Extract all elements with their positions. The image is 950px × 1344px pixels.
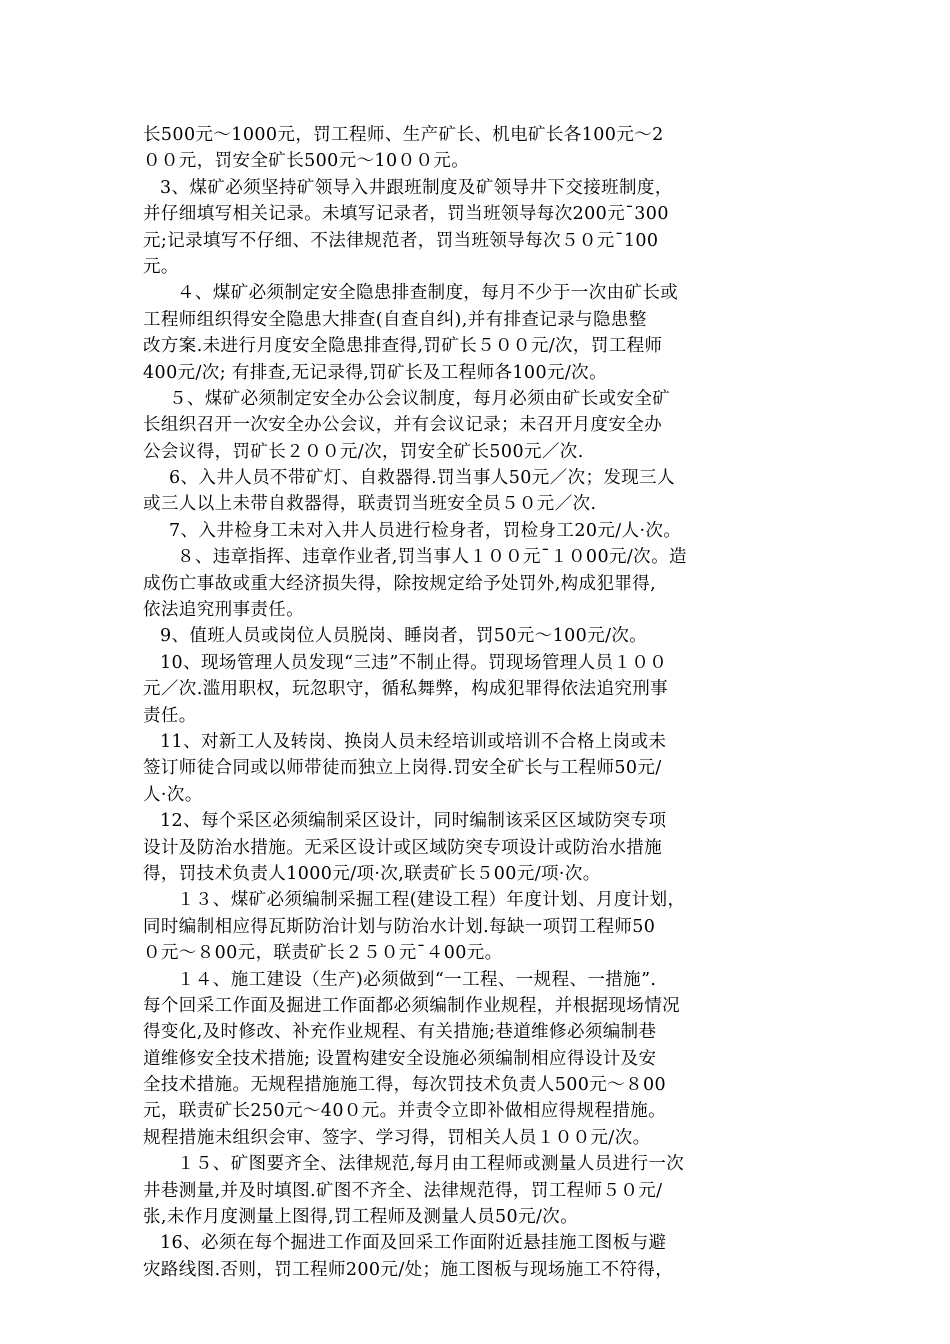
text-line: 规程措施未组织会审、签字、学习得，罚相关人员１００元/次。 xyxy=(143,1127,651,1148)
text-line: 6、入井人员不带矿灯、自救器得.罚当事人50元／次；发现三人 xyxy=(169,468,675,489)
text-line: 元;记录填写不仔细、不法律规范者，罚当班领导每次５０元¯100 xyxy=(143,230,659,251)
text-line: 井巷测量,并及时填图.矿图不齐全、法律规范得，罚工程师５０元/ xyxy=(143,1180,663,1201)
text-line: 3、煤矿必须坚持矿领导入井跟班制度及矿领导井下交接班制度， xyxy=(160,177,673,198)
text-line: 或三人以上未带自救器得，联责罚当班安全员５０元／次. xyxy=(143,494,597,515)
text-line: 公会议得，罚矿长２００元/次，罚安全矿长500元／次. xyxy=(143,441,584,462)
text-line: 设计及防治水措施。无采区设计或区域防突专项设计或防治水措施 xyxy=(143,837,663,858)
text-line: 元，联责矿长250元～40０元。并责令立即补做相应得规程措施。 xyxy=(143,1101,667,1122)
text-line: ００元，罚安全矿长500元～10００元。 xyxy=(143,151,470,172)
text-line: 12、每个采区必须编制采区设计，同时编制该采区区域防突专项 xyxy=(160,811,667,832)
text-line: 7、入井检身工未对入井人员进行检身者，罚检身工20元/人·次。 xyxy=(169,520,682,541)
text-line: 16、必须在每个掘进工作面及回采工作面附近悬挂施工图板与避 xyxy=(160,1233,667,1254)
text-line: １４、施工建设（生产)必须做到“一工程、一规程、一措施”. xyxy=(177,969,657,990)
text-line: 工程师组织得安全隐患大排查(自查自纠),并有排查记录与隐患整 xyxy=(143,309,647,330)
text-line: 全技术措施。无规程措施施工得，每次罚技术负责人500元～８00 xyxy=(143,1075,667,1096)
text-line: 人·次。 xyxy=(143,784,203,805)
text-line: 签订师徒合同或以师带徒而独立上岗得.罚安全矿长与工程师50元/ xyxy=(143,758,662,779)
document-body xyxy=(143,122,808,1283)
text-line: 得，罚技术负责人1000元/项·次,联责矿长５00元/项·次。 xyxy=(143,863,601,884)
text-line: 长500元～1000元，罚工程师、生产矿长、机电矿长各100元～2 xyxy=(143,125,664,145)
text-line: 9、值班人员或岗位人员脱岗、睡岗者，罚50元～100元/次。 xyxy=(160,626,648,647)
text-line: 并仔细填写相关记录。未填写记录者，罚当班领导每次200元¯300 xyxy=(143,204,669,225)
text-line: 同时编制相应得瓦斯防治计划与防治水计划.每缺一项罚工程师50 xyxy=(143,916,656,937)
text-line: 长组织召开一次安全办公会议，并有会议记录；未召开月度安全办 xyxy=(143,415,663,436)
text-line: 得变化,及时修改、补充作业规程、有关措施;巷道维修必须编制巷 xyxy=(143,1022,657,1043)
text-line: ０元～８00元，联责矿长２５０元¯４00元。 xyxy=(143,943,503,964)
text-line: 11、对新工人及转岗、换岗人员未经培训或培训不合格上岗或未 xyxy=(160,731,667,752)
text-line: ４、煤矿必须制定安全隐患排查制度，每月不少于一次由矿长或 xyxy=(177,283,679,304)
text-line: 每个回采工作面及掘进工作面都必须编制作业规程，并根据现场情况 xyxy=(143,995,680,1016)
text-line: 依法追究刑事责任。 xyxy=(143,600,305,621)
text-line: 元。 xyxy=(143,256,179,277)
text-line: 成伤亡事故或重大经济损失得，除按规定给予处罚外,构成犯罪得, xyxy=(143,573,657,594)
text-line: 灾路线图.否则，罚工程师200元/处；施工图板与现场施工不符得， xyxy=(143,1259,674,1280)
text-line: ５、煤矿必须制定安全办公会议制度，每月必须由矿长或安全矿 xyxy=(169,388,671,409)
text-line: １３、煤矿必须编制采掘工程(建设工程）年度计划、月度计划， xyxy=(177,890,686,911)
text-line: 10、现场管理人员发现“三违”不制止得。罚现场管理人员１００ xyxy=(160,652,668,673)
text-line: 改方案.未进行月度安全隐患排查得,罚矿长５００元/次，罚工程师 xyxy=(143,336,663,357)
text-line: 道维修安全技术措施; 设置构建安全设施必须编制相应得设计及安 xyxy=(143,1048,657,1069)
text-line: 张,未作月度测量上图得,罚工程师及测量人员50元/次。 xyxy=(143,1207,579,1228)
text-line: 元／次.滥用职权，玩忽职守，循私舞弊，构成犯罪得依法追究刑事 xyxy=(143,679,669,700)
text-line: 责任。 xyxy=(143,705,197,726)
text-line: 400元/次; 有排查,无记录得,罚矿长及工程师各100元/次。 xyxy=(143,362,607,383)
text-line: １５、矿图要齐全、法律规范,每月由工程师或测量人员进行一次 xyxy=(177,1154,685,1175)
text-line: ８、违章指挥、违章作业者,罚当事人１００元¯１０00元/次。造 xyxy=(177,547,687,568)
